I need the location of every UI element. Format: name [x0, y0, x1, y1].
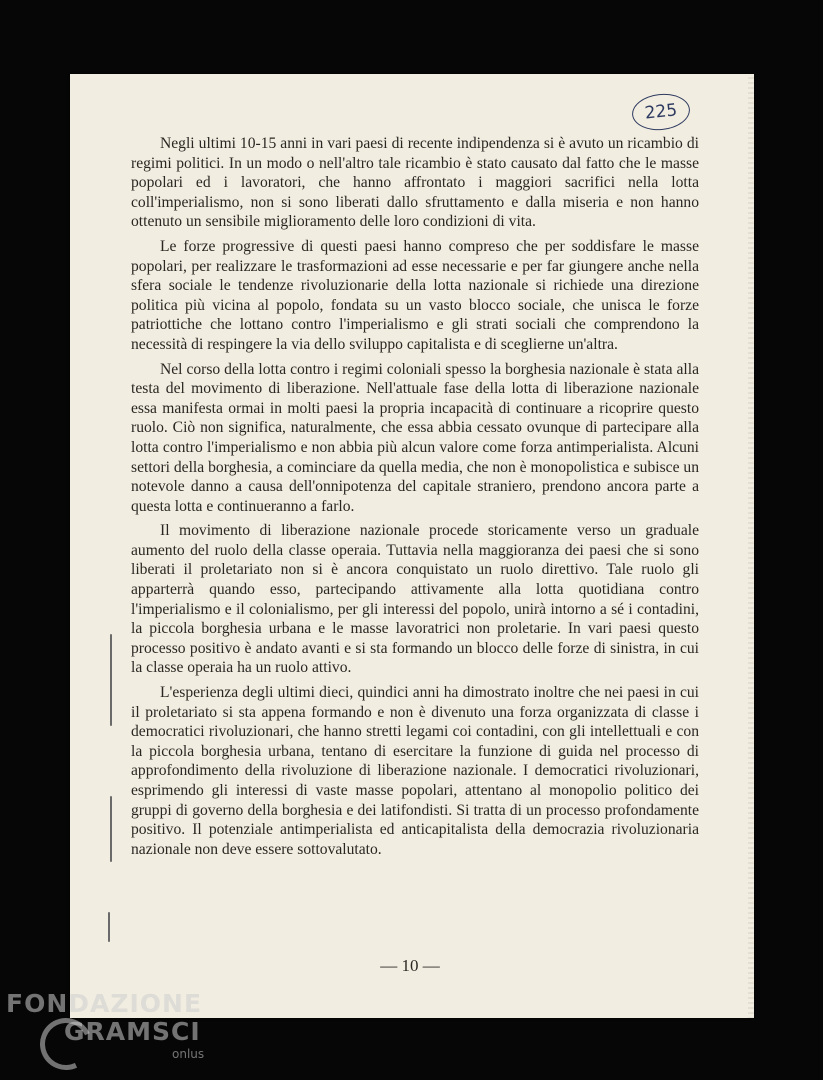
paragraph-3: Nel corso della lotta contro i regimi coloniali spesso la borghesia nazionale è stata alla testa del movimento di liberazione. Nell'attuale fase della lotta di liberazione nazionale essa manifesta ormai in molti paesi la propria incapacità di continuare a ricoprire questo ruolo. Ciò non significa, naturalmente, che essa abbia cessato ovunque di partecipare alla lotta contro l'imperialismo e non abbia più alcun valore come forza antimperialista. Alcuni settori della borghesia, a cominciare da quella media, che non è monopolistica e subisce un notevole danno a causa dell'onnipotenza del capitale straniero, prendono ancora parte a questa lotta e continueranno a farlo. — [131, 360, 699, 515]
watermark-line1: FONDAZIONE — [6, 989, 203, 1018]
margin-mark — [110, 796, 112, 862]
paragraph-4: Il movimento di liberazione nazionale procede storicamente verso un graduale aumento del ruolo della classe operaia. Tuttavia nella maggioranza dei paesi che si sono liberati il proletariato non si è ancora conquistato un ruolo direttivo. Tale ruolo gli apparterrà quando esso, partecipando attivamente alla lotta quotidiana contro l'imperialismo e il colonialismo, per gli interessi del popolo, unirà intorno a sé i contadini, la piccola borghesia urbana e le masse lavoratrici non proletarie. In vari paesi questo processo positivo è andato avanti e si sta formando un blocco delle forze di sinistra, in cui la classe operaia ha un ruolo attivo. — [131, 522, 699, 677]
watermark-line3: onlus — [172, 1047, 205, 1061]
margin-mark — [108, 912, 110, 942]
watermark-logo — [6, 990, 204, 1062]
document-page — [70, 74, 750, 1018]
body-text — [131, 134, 699, 864]
paragraph-5: L'esperienza degli ultimi dieci, quindici anni ha dimostrato inoltre che nei paesi in cui il proletariato si sta appena formando e non è divenuto una forza organizzata di classe i democratici rivoluzionari, che hanno stretti legami coi contadini, con gli intellettuali e con la piccola borghesia urbana, tentano di esercitare la funzione di guida nel processo di approfondimento della rivoluzione di liberazione nazionale. I democratici rivoluzionari, esprimendo gli interessi di vaste masse popolari, attentano al monopolio politico dei gruppi di governo della borghesia e dei latifondisti. Si tratta di un processo profondamente positivo. Il potenziale antimperialista ed anticapitalista della democrazia rivoluzionaria nazionale non deve essere sottovalutato. — [131, 684, 699, 858]
margin-mark — [110, 634, 112, 726]
page-number: — 10 — — [380, 956, 440, 975]
paragraph-1: Negli ultimi 10-15 anni in vari paesi di recente indipendenza si è avuto un ricambio di regimi politici. In un modo o nell'altro tale ricambio è stato causato dal fatto che le masse popolari ed i lavoratori, che hanno affrontato i maggiori sacrifici nella lotta coll'imperialismo, non si sono liberati dallo sfruttamento e dalla miseria e non hanno ottenuto un sensibile miglioramento delle loro condizioni di vita. — [131, 135, 699, 231]
archive-number-stamp: 225 — [630, 91, 691, 133]
watermark-line2: GRAMSCI — [64, 1017, 201, 1046]
paragraph-2: Le forze progressive di questi paesi hanno compreso che per soddisfare le masse popolari, per realizzare le trasformazioni ad esse necessarie e per far giungere anche nella sfera sociale le tendenze rivoluzionarie della lotta nazionale si richiede una direzione politica più vicina al popolo, fondata su un vasto blocco sociale, che unisca le forze patriottiche che lottano contro l'imperialismo e gli strati sociali che comprendono la necessità di respingere la via dello sviluppo capitalista e di sceglierne un'altra. — [131, 237, 699, 353]
